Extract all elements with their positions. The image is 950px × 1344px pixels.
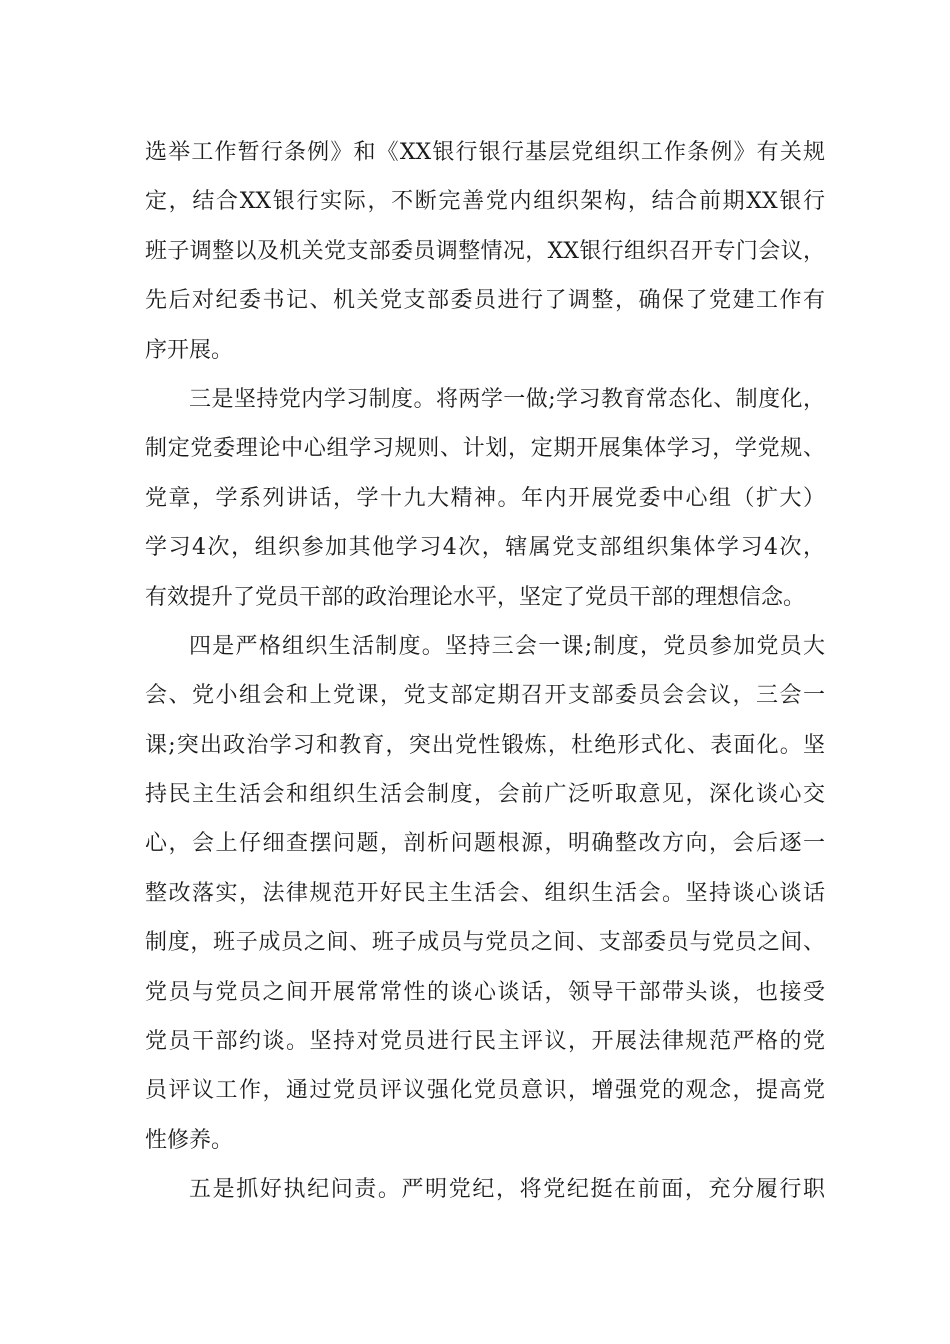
text-line: 党员干部约谈。坚持对党员进行民主评议，开展法律规范严格的党 — [145, 1029, 825, 1055]
text-line: 会、党小组会和上党课，党支部定期召开支部委员会会议，三会一 — [145, 683, 825, 709]
text-line: 有效提升了党员干部的政治理论水平，坚定了党员干部的理想信念。 — [145, 584, 806, 610]
text-line: 定，结合XX银行实际，不断完善党内组织架构，结合前期XX银行 — [145, 189, 825, 215]
text-line: 制定党委理论中心组学习规则、计划，定期开展集体学习，学党规、 — [145, 436, 825, 462]
document-body — [145, 128, 825, 1215]
text-line: 党员与党员之间开展常常性的谈心谈话，领导干部带头谈，也接受 — [145, 979, 825, 1005]
text-line: 员评议工作，通过党员评议强化党员意识，增强党的观念，提高党 — [145, 1078, 825, 1104]
text-line: 心，会上仔细查摆问题，剖析问题根源，明确整改方向，会后逐一 — [145, 831, 825, 857]
text-line: 性修养。 — [145, 1127, 234, 1153]
text-line: 班子调整以及机关党支部委员调整情况，XX银行组织召开专门会议， — [145, 238, 825, 264]
text-line: 五是抓好执纪问责。严明党纪，将党纪挺在前面，充分履行职 — [189, 1177, 825, 1203]
text-line: 学习4次，组织参加其他学习4次，辖属党支部组织集体学习4次， — [145, 535, 825, 561]
text-line: 序开展。 — [145, 337, 234, 363]
text-line: 三是坚持党内学习制度。将两学一做;学习教育常态化、制度化， — [189, 386, 825, 412]
text-line: 整改落实，法律规范开好民主生活会、组织生活会。坚持谈心谈话 — [145, 880, 825, 906]
text-line: 四是严格组织生活制度。坚持三会一课;制度，党员参加党员大 — [189, 633, 825, 659]
text-line: 持民主生活会和组织生活会制度，会前广泛听取意见，深化谈心交 — [145, 782, 825, 808]
text-line: 制度，班子成员之间、班子成员与党员之间、支部委员与党员之间、 — [145, 930, 825, 956]
text-line: 选举工作暂行条例》和《XX银行银行基层党组织工作条例》有关规 — [145, 140, 825, 165]
text-line: 党章，学系列讲话，学十九大精神。年内开展党委中心组（扩大） — [145, 485, 825, 511]
text-line: 课;突出政治学习和教育，突出党性锻炼，杜绝形式化、表面化。坚 — [145, 732, 825, 758]
text-line: 先后对纪委书记、机关党支部委员进行了调整，确保了党建工作有 — [145, 288, 825, 314]
